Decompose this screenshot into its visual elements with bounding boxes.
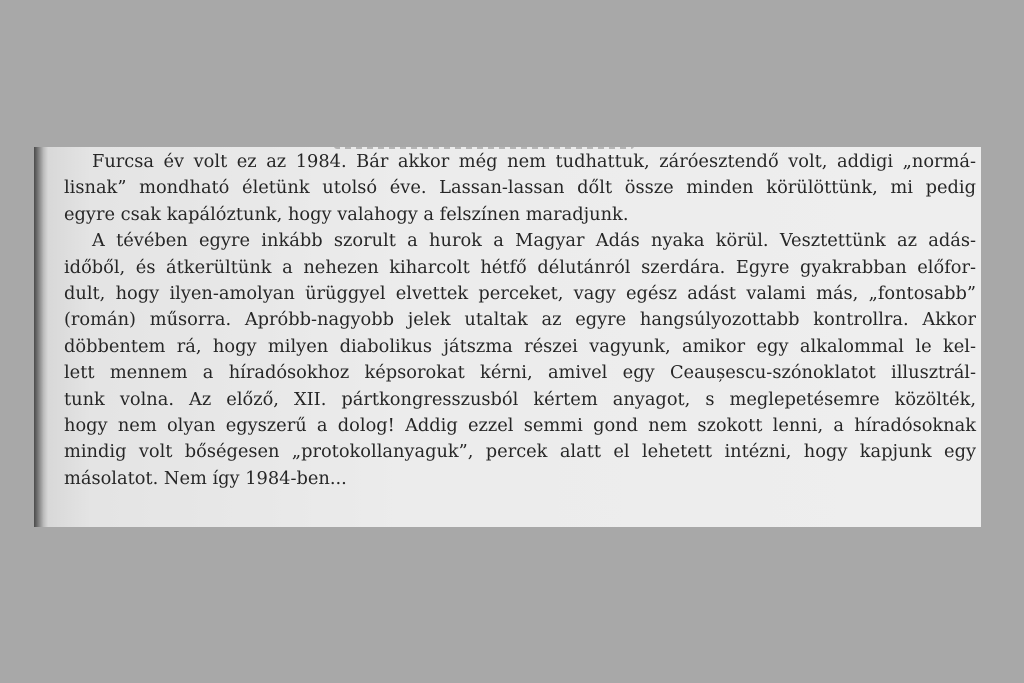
text-line-1: Furcsa év volt ez az 1984. Bár akkor még nem tudhattuk, záróesztendő volt, addigi „normá-	[92, 151, 976, 172]
text-line-3: egyre csak kapálóztunk, hogy valahogy a felszínen maradjunk.	[64, 203, 629, 225]
scanned-book-page	[34, 147, 981, 527]
text-line-4: A tévében egyre inkább szorult a hurok a Magyar Adás nyaka körül. Vesztettünk az adás-	[92, 230, 976, 252]
text-line-2: lisnak” mondható életünk utolsó éve. Lassan-lassan dőlt össze minden körülöttünk, mi pedig	[64, 177, 976, 199]
text-line-11: hogy nem olyan egyszerű a dolog! Addig ezzel semmi gond nem szokott lenni, a híradósoknak	[64, 414, 976, 436]
text-line-7: (román) műsorra. Apróbb-nagyobb jelek utaltak az egyre hangsúlyozottabb kontrollra. Akkor	[64, 309, 976, 331]
text-line-6: dult, hogy ilyen-amolyan ürüggyel elvettek perceket, vagy egész adást valami más, „fontosabb”	[64, 282, 976, 304]
text-line-8: döbbentem rá, hogy milyen diabolikus játszma részei vagyunk, amikor egy alkalommal le kel-	[64, 335, 976, 357]
body-text	[64, 149, 976, 492]
text-line-13: másolatot. Nem így 1984-ben...	[64, 467, 347, 489]
text-line-5: időből, és átkerültünk a nehezen kiharcolt hétfő délutánról szerdára. Egyre gyakrabban előfor-	[64, 256, 976, 278]
text-line-9: lett mennem a híradósokhoz képsorokat kérni, amivel egy Ceaușescu-szónoklatot illusztrál-	[64, 362, 976, 384]
text-line-10: tunk volna. Az előző, XII. pártkongresszusból kértem anyagot, s meglepetésemre közölték,	[64, 388, 976, 410]
text-line-12: mindig volt bőségesen „protokollanyaguk”, percek alatt el lehetett intézni, hogy kapjunk egy	[64, 441, 976, 463]
